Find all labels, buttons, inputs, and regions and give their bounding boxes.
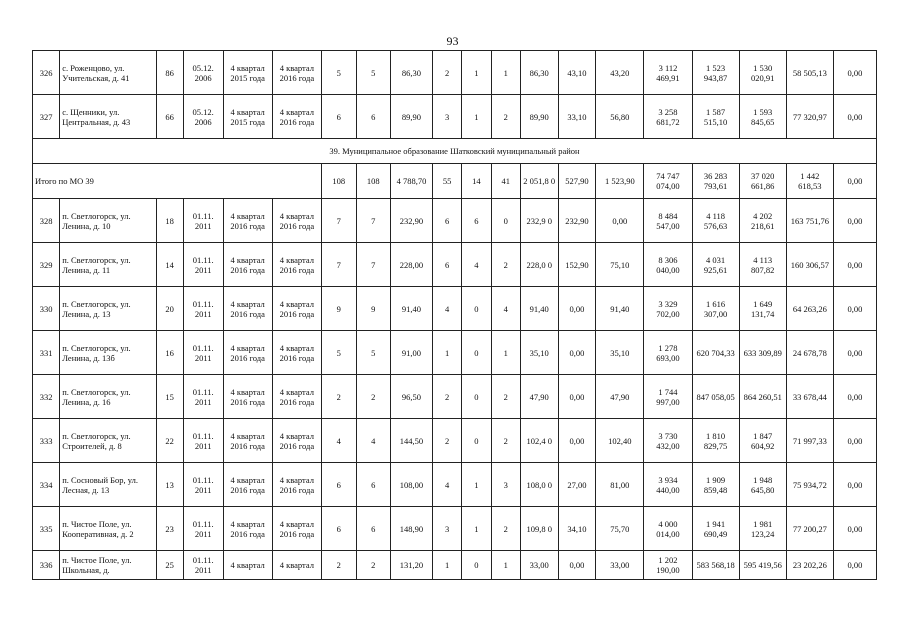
value-cell: 1 649 131,74	[739, 287, 786, 331]
value-cell: 4 квартал 2016 года	[272, 199, 321, 243]
value-cell: 0,00	[596, 199, 644, 243]
value-cell: 0,00	[833, 419, 876, 463]
value-cell: 1	[462, 507, 491, 551]
value-cell: 4 квартал 2016 года	[272, 51, 321, 95]
row-number-cell: 329	[33, 243, 60, 287]
value-cell: 847 058,05	[692, 375, 739, 419]
value-cell: 4 031 925,61	[692, 243, 739, 287]
value-cell: 1 847 604,92	[739, 419, 786, 463]
value-cell: 05.12. 2006	[183, 51, 223, 95]
value-cell: 102,40	[596, 419, 644, 463]
value-cell: 0	[462, 287, 491, 331]
value-cell: 7	[356, 199, 391, 243]
value-cell: 23 202,26	[786, 551, 833, 580]
value-cell: 6	[321, 95, 356, 139]
total-value-cell: 1 523,90	[596, 164, 644, 199]
value-cell: 1 530 020,91	[739, 51, 786, 95]
total-value-cell: 108	[356, 164, 391, 199]
value-cell: 01.11. 2011	[183, 331, 223, 375]
value-cell: 3 258 681,72	[644, 95, 692, 139]
total-value-cell: 0,00	[833, 164, 876, 199]
value-cell: 2	[491, 507, 520, 551]
value-cell: 89,90	[520, 95, 558, 139]
value-cell: 6	[356, 463, 391, 507]
value-cell: 0	[462, 375, 491, 419]
value-cell: 232,90	[558, 199, 596, 243]
address-cell: с. Щенники, ул. Центральная, д. 43	[60, 95, 156, 139]
value-cell: 3 329 702,00	[644, 287, 692, 331]
value-cell: 4 квартал	[272, 551, 321, 580]
address-cell: п. Светлогорск, ул. Ленина, д. 16	[60, 375, 156, 419]
value-cell: 9	[356, 287, 391, 331]
value-cell: 5	[321, 331, 356, 375]
value-cell: 4 квартал 2015 года	[223, 51, 272, 95]
value-cell: 8 306 040,00	[644, 243, 692, 287]
address-cell: п. Светлогорск, ул. Ленина, д. 11	[60, 243, 156, 287]
value-cell: 56,80	[596, 95, 644, 139]
value-cell: 4 000 014,00	[644, 507, 692, 551]
table-row	[33, 419, 877, 463]
value-cell: 4 квартал 2016 года	[272, 419, 321, 463]
table-row	[33, 51, 877, 95]
value-cell: 43,20	[596, 51, 644, 95]
value-cell: 81,00	[596, 463, 644, 507]
value-cell: 35,10	[596, 331, 644, 375]
total-value-cell: 36 283 793,61	[692, 164, 739, 199]
value-cell: 4	[321, 419, 356, 463]
value-cell: 0,00	[833, 199, 876, 243]
value-cell: 4 квартал 2016 года	[223, 243, 272, 287]
value-cell: 64 263,26	[786, 287, 833, 331]
value-cell: 583 568,18	[692, 551, 739, 580]
value-cell: 3 934 440,00	[644, 463, 692, 507]
value-cell: 18	[156, 199, 183, 243]
value-cell: 6	[321, 463, 356, 507]
value-cell: 86,30	[391, 51, 433, 95]
value-cell: 1 587 515,10	[692, 95, 739, 139]
value-cell: 91,40	[391, 287, 433, 331]
value-cell: 01.11. 2011	[183, 463, 223, 507]
value-cell: 4 квартал 2016 года	[223, 507, 272, 551]
value-cell: 228,0 0	[520, 243, 558, 287]
value-cell: 33 678,44	[786, 375, 833, 419]
value-cell: 0,00	[833, 51, 876, 95]
value-cell: 4 202 218,61	[739, 199, 786, 243]
address-cell: п. Чистое Поле, ул. Школьная, д.	[60, 551, 156, 580]
total-value-cell: 527,90	[558, 164, 596, 199]
value-cell: 24 678,78	[786, 331, 833, 375]
value-cell: 232,90	[391, 199, 433, 243]
value-cell: 4 квартал 2016 года	[272, 463, 321, 507]
value-cell: 01.11. 2011	[183, 551, 223, 580]
value-cell: 620 704,33	[692, 331, 739, 375]
row-number-cell: 334	[33, 463, 60, 507]
value-cell: 108,0 0	[520, 463, 558, 507]
value-cell: 3 112 469,91	[644, 51, 692, 95]
value-cell: 160 306,57	[786, 243, 833, 287]
row-number-cell: 328	[33, 199, 60, 243]
page-number: 93	[446, 34, 459, 48]
section-header-row	[33, 139, 877, 164]
value-cell: 23	[156, 507, 183, 551]
value-cell: 0,00	[833, 287, 876, 331]
value-cell: 6	[432, 243, 461, 287]
row-number-cell: 326	[33, 51, 60, 95]
value-cell: 4 118 576,63	[692, 199, 739, 243]
table-row	[33, 331, 877, 375]
value-cell: 4	[491, 287, 520, 331]
value-cell: 4	[432, 287, 461, 331]
value-cell: 2	[491, 375, 520, 419]
value-cell: 13	[156, 463, 183, 507]
value-cell: 0,00	[833, 243, 876, 287]
value-cell: 0,00	[833, 375, 876, 419]
value-cell: 75,10	[596, 243, 644, 287]
value-cell: 1 278 693,00	[644, 331, 692, 375]
value-cell: 4 квартал 2016 года	[223, 463, 272, 507]
value-cell: 6	[356, 507, 391, 551]
value-cell: 4 квартал 2016 года	[223, 331, 272, 375]
value-cell: 16	[156, 331, 183, 375]
value-cell: 22	[156, 419, 183, 463]
value-cell: 66	[156, 95, 183, 139]
value-cell: 4 квартал 2016 года	[272, 287, 321, 331]
value-cell: 2	[321, 375, 356, 419]
value-cell: 0	[462, 419, 491, 463]
table-row	[33, 375, 877, 419]
value-cell: 1 616 307,00	[692, 287, 739, 331]
value-cell: 0,00	[833, 551, 876, 580]
value-cell: 1 202 190,00	[644, 551, 692, 580]
value-cell: 148,90	[391, 507, 433, 551]
value-cell: 4 квартал 2016 года	[272, 331, 321, 375]
total-label: Итого по МО 39	[33, 164, 322, 199]
value-cell: 3	[432, 95, 461, 139]
row-number-cell: 330	[33, 287, 60, 331]
value-cell: 01.11. 2011	[183, 243, 223, 287]
value-cell: 0,00	[833, 95, 876, 139]
value-cell: 0	[491, 199, 520, 243]
value-cell: 01.11. 2011	[183, 375, 223, 419]
total-value-cell: 37 020 661,86	[739, 164, 786, 199]
value-cell: 6	[462, 199, 491, 243]
value-cell: 163 751,76	[786, 199, 833, 243]
value-cell: 91,40	[520, 287, 558, 331]
value-cell: 2	[491, 419, 520, 463]
value-cell: 20	[156, 287, 183, 331]
value-cell: 1	[491, 51, 520, 95]
value-cell: 7	[321, 243, 356, 287]
value-cell: 1 810 829,75	[692, 419, 739, 463]
value-cell: 75 934,72	[786, 463, 833, 507]
value-cell: 2	[356, 375, 391, 419]
address-cell: п. Светлогорск, ул. Ленина, д. 10	[60, 199, 156, 243]
value-cell: 71 997,33	[786, 419, 833, 463]
value-cell: 86,30	[520, 51, 558, 95]
table-row	[33, 287, 877, 331]
value-cell: 2	[432, 51, 461, 95]
value-cell: 01.11. 2011	[183, 199, 223, 243]
value-cell: 595 419,56	[739, 551, 786, 580]
value-cell: 228,00	[391, 243, 433, 287]
row-number-cell: 327	[33, 95, 60, 139]
value-cell: 5	[356, 331, 391, 375]
value-cell: 25	[156, 551, 183, 580]
value-cell: 47,90	[596, 375, 644, 419]
value-cell: 33,00	[520, 551, 558, 580]
value-cell: 05.12. 2006	[183, 95, 223, 139]
value-cell: 4	[432, 463, 461, 507]
value-cell: 1	[432, 551, 461, 580]
value-cell: 4 квартал 2016 года	[223, 419, 272, 463]
value-cell: 58 505,13	[786, 51, 833, 95]
value-cell: 35,10	[520, 331, 558, 375]
value-cell: 1 744 997,00	[644, 375, 692, 419]
value-cell: 01.11. 2011	[183, 287, 223, 331]
row-number-cell: 333	[33, 419, 60, 463]
total-value-cell: 74 747 074,00	[644, 164, 692, 199]
total-value-cell: 14	[462, 164, 491, 199]
value-cell: 2	[356, 551, 391, 580]
value-cell: 77 200,27	[786, 507, 833, 551]
value-cell: 5	[321, 51, 356, 95]
total-value-cell: 41	[491, 164, 520, 199]
table-row	[33, 463, 877, 507]
value-cell: 86	[156, 51, 183, 95]
value-cell: 3	[491, 463, 520, 507]
value-cell: 2	[432, 375, 461, 419]
value-cell: 6	[356, 95, 391, 139]
value-cell: 8 484 547,00	[644, 199, 692, 243]
value-cell: 43,10	[558, 51, 596, 95]
address-cell: п. Светлогорск, ул. Строителей, д. 8	[60, 419, 156, 463]
value-cell: 1 981 123,24	[739, 507, 786, 551]
value-cell: 15	[156, 375, 183, 419]
value-cell: 0,00	[833, 507, 876, 551]
value-cell: 89,90	[391, 95, 433, 139]
value-cell: 0,00	[558, 331, 596, 375]
value-cell: 4	[462, 243, 491, 287]
value-cell: 1	[462, 463, 491, 507]
value-cell: 0	[462, 331, 491, 375]
value-cell: 5	[356, 51, 391, 95]
value-cell: 4 квартал 2016 года	[223, 287, 272, 331]
value-cell: 4 квартал 2016 года	[272, 375, 321, 419]
value-cell: 633 309,89	[739, 331, 786, 375]
table-row	[33, 243, 877, 287]
value-cell: 01.11. 2011	[183, 419, 223, 463]
table-row	[33, 95, 877, 139]
row-number-cell: 336	[33, 551, 60, 580]
value-cell: 75,70	[596, 507, 644, 551]
value-cell: 1 941 690,49	[692, 507, 739, 551]
value-cell: 2	[432, 419, 461, 463]
value-cell: 1	[432, 331, 461, 375]
address-cell: п. Светлогорск, ул. Ленина, д. 13	[60, 287, 156, 331]
value-cell: 864 260,51	[739, 375, 786, 419]
table-row	[33, 507, 877, 551]
value-cell: 232,9 0	[520, 199, 558, 243]
value-cell: 6	[321, 507, 356, 551]
value-cell: 4 113 807,82	[739, 243, 786, 287]
row-number-cell: 332	[33, 375, 60, 419]
address-cell: с. Роженцово, ул. Учительская, д. 41	[60, 51, 156, 95]
value-cell: 0,00	[833, 331, 876, 375]
value-cell: 152,90	[558, 243, 596, 287]
row-number-cell: 331	[33, 331, 60, 375]
value-cell: 4 квартал 2016 года	[272, 95, 321, 139]
value-cell: 0	[462, 551, 491, 580]
total-value-cell: 55	[432, 164, 461, 199]
value-cell: 47,90	[520, 375, 558, 419]
section-title: 39. Муниципальное образование Шатковский муниципальный район	[33, 139, 877, 164]
value-cell: 1 523 943,87	[692, 51, 739, 95]
value-cell: 91,40	[596, 287, 644, 331]
total-value-cell: 4 788,70	[391, 164, 433, 199]
value-cell: 34,10	[558, 507, 596, 551]
total-value-cell: 2 051,8 0	[520, 164, 558, 199]
value-cell: 01.11. 2011	[183, 507, 223, 551]
value-cell: 27,00	[558, 463, 596, 507]
value-cell: 2	[321, 551, 356, 580]
value-cell: 108,00	[391, 463, 433, 507]
value-cell: 109,8 0	[520, 507, 558, 551]
table-row	[33, 199, 877, 243]
value-cell: 33,10	[558, 95, 596, 139]
value-cell: 6	[432, 199, 461, 243]
value-cell: 0,00	[558, 375, 596, 419]
total-value-cell: 108	[321, 164, 356, 199]
value-cell: 3 730 432,00	[644, 419, 692, 463]
value-cell: 14	[156, 243, 183, 287]
total-value-cell: 1 442 618,53	[786, 164, 833, 199]
value-cell: 1	[462, 51, 491, 95]
value-cell: 9	[321, 287, 356, 331]
total-row	[33, 164, 877, 199]
value-cell: 96,50	[391, 375, 433, 419]
address-cell: п. Чистое Поле, ул. Кооперативная, д. 2	[60, 507, 156, 551]
value-cell: 4 квартал 2016 года	[223, 199, 272, 243]
value-cell: 0,00	[558, 419, 596, 463]
value-cell: 4 квартал 2016 года	[272, 507, 321, 551]
value-cell: 2	[491, 95, 520, 139]
housing-table	[32, 50, 877, 580]
value-cell: 0,00	[558, 287, 596, 331]
value-cell: 102,4 0	[520, 419, 558, 463]
value-cell: 7	[356, 243, 391, 287]
value-cell: 4	[356, 419, 391, 463]
value-cell: 7	[321, 199, 356, 243]
value-cell: 4 квартал 2016 года	[272, 243, 321, 287]
value-cell: 77 320,97	[786, 95, 833, 139]
value-cell: 4 квартал 2016 года	[223, 375, 272, 419]
value-cell: 91,00	[391, 331, 433, 375]
value-cell: 131,20	[391, 551, 433, 580]
value-cell: 3	[432, 507, 461, 551]
value-cell: 1	[491, 331, 520, 375]
value-cell: 0,00	[558, 551, 596, 580]
value-cell: 2	[491, 243, 520, 287]
value-cell: 1 593 845,65	[739, 95, 786, 139]
value-cell: 1	[491, 551, 520, 580]
address-cell: п. Сосновый Бор, ул. Лесная, д. 13	[60, 463, 156, 507]
value-cell: 4 квартал	[223, 551, 272, 580]
value-cell: 1 948 645,80	[739, 463, 786, 507]
value-cell: 33,00	[596, 551, 644, 580]
value-cell: 4 квартал 2015 года	[223, 95, 272, 139]
value-cell: 0,00	[833, 463, 876, 507]
table-row	[33, 551, 877, 580]
address-cell: п. Светлогорск, ул. Ленина, д. 13б	[60, 331, 156, 375]
value-cell: 1 909 859,48	[692, 463, 739, 507]
value-cell: 1	[462, 95, 491, 139]
value-cell: 144,50	[391, 419, 433, 463]
row-number-cell: 335	[33, 507, 60, 551]
